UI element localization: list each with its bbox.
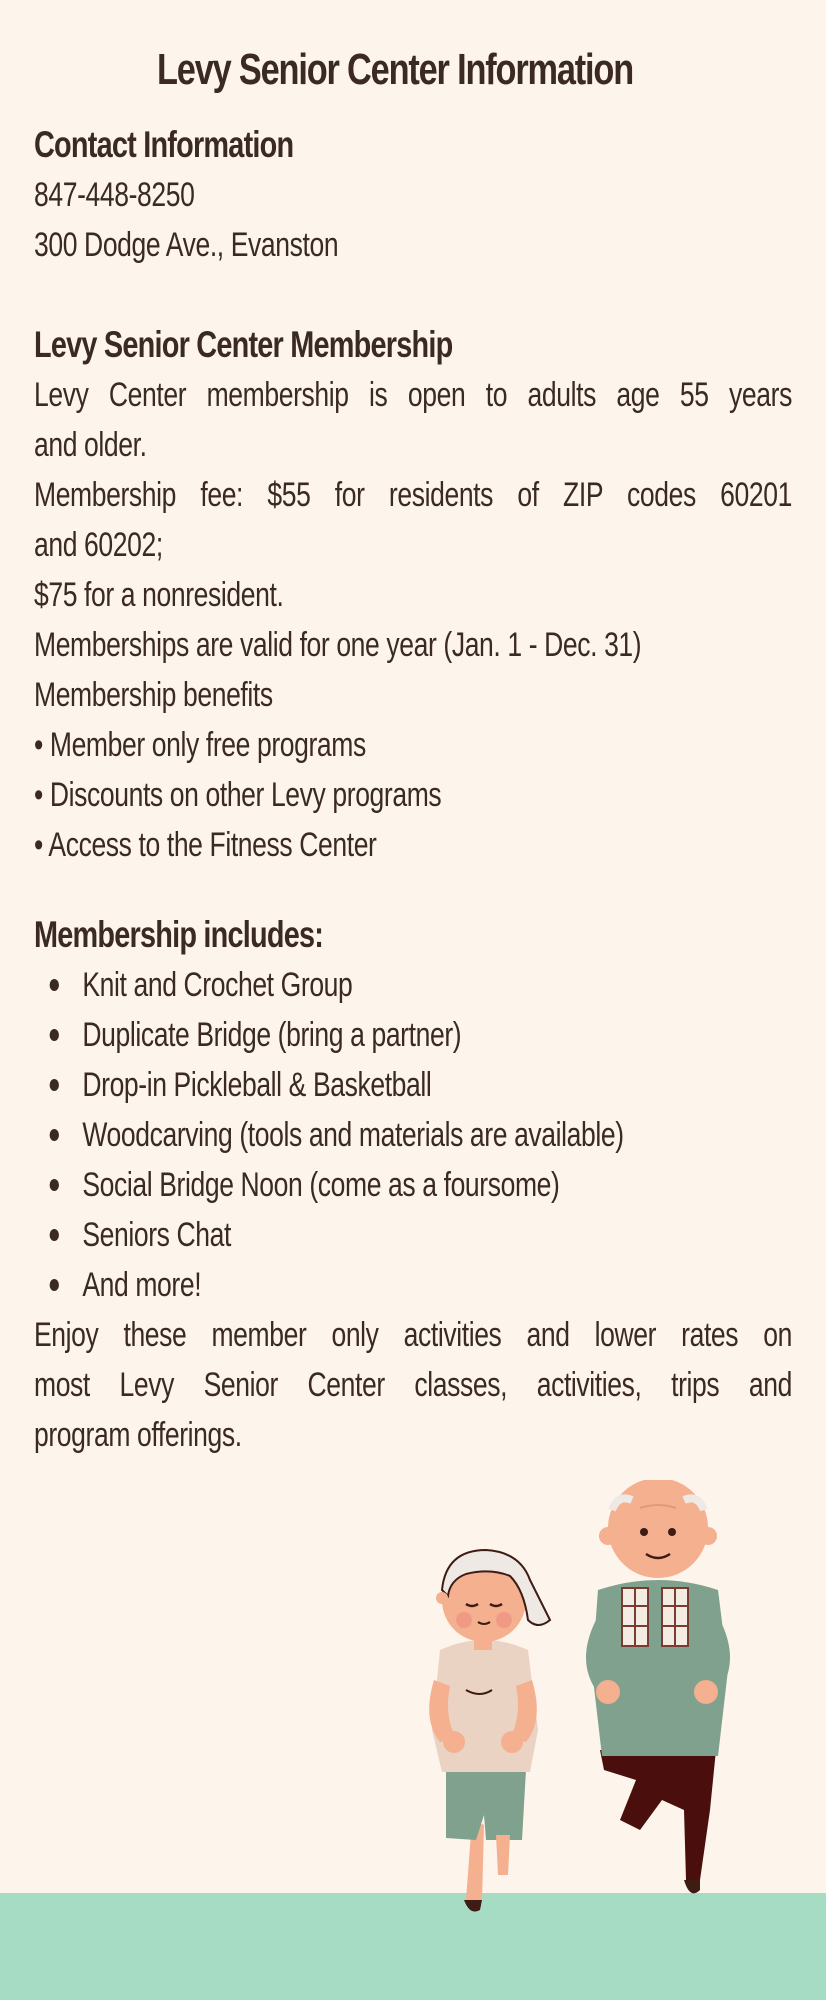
man-figure	[586, 1480, 730, 1893]
list-item	[34, 1160, 792, 1210]
eligibility-line-2: and older.	[34, 426, 147, 464]
fee-line-3: $75 for a nonresident.	[34, 576, 284, 614]
bullet-icon	[50, 1279, 59, 1291]
bullet-icon	[50, 1179, 59, 1191]
benefit-item: • Discounts on other Levy programs	[34, 776, 442, 814]
list-item-label: Drop-in Pickleball & Basketball	[82, 1066, 432, 1104]
list-item-label: And more!	[82, 1266, 202, 1304]
bullet-icon	[50, 1129, 59, 1141]
section-spacer	[34, 270, 792, 320]
list-item-label: Social Bridge Noon (come as a foursome)	[82, 1166, 560, 1204]
bullet-icon	[50, 979, 59, 991]
list-item-label: Knit and Crochet Group	[82, 966, 353, 1004]
benefit-item: • Member only free programs	[34, 726, 366, 764]
list-item	[34, 1260, 792, 1310]
bullet-icon	[50, 1229, 59, 1241]
list-item	[34, 1210, 792, 1260]
list-item	[34, 960, 792, 1010]
list-item	[34, 1110, 792, 1160]
page-title: Levy Senior Center Information	[157, 45, 633, 94]
list-item-label: Seniors Chat	[82, 1216, 231, 1254]
senior-couple-walking-illustration	[400, 1480, 780, 1920]
content-block	[34, 120, 792, 1460]
includes-list	[34, 960, 792, 1310]
list-item	[34, 1010, 792, 1060]
list-item-label: Woodcarving (tools and materials are available)	[82, 1116, 624, 1154]
bullet-icon	[50, 1079, 59, 1091]
includes-list-wrapper	[34, 960, 792, 1310]
closing-line-1: Enjoy these member only activities and lower rates on	[34, 1316, 792, 1354]
eligibility-line-1: Levy Center membership is open to adults age 55 years	[34, 376, 792, 414]
membership-heading: Levy Senior Center Membership	[34, 324, 453, 365]
contact-heading: Contact Information	[34, 124, 294, 165]
includes-heading: Membership includes:	[34, 914, 324, 955]
closing-line-3: program offerings.	[34, 1416, 242, 1454]
validity-text: Memberships are valid for one year (Jan. 1 - Dec. 31)	[34, 626, 642, 664]
benefits-heading: Membership benefits	[34, 676, 273, 714]
list-item	[34, 1060, 792, 1110]
fee-line-2: and 60202;	[34, 526, 163, 564]
benefit-item: • Access to the Fitness Center	[34, 826, 377, 864]
list-item-label: Duplicate Bridge (bring a partner)	[82, 1016, 462, 1054]
closing-line-2: most Levy Senior Center classes, activities, trips and	[34, 1366, 792, 1404]
woman-figure	[429, 1550, 550, 1912]
section-spacer	[34, 870, 792, 910]
contact-address: 300 Dodge Ave., Evanston	[34, 226, 339, 264]
bullet-icon	[50, 1029, 59, 1041]
contact-phone: 847-448-8250	[34, 176, 195, 214]
fee-line-1: Membership fee: $55 for residents of ZIP codes 60201	[34, 476, 792, 514]
